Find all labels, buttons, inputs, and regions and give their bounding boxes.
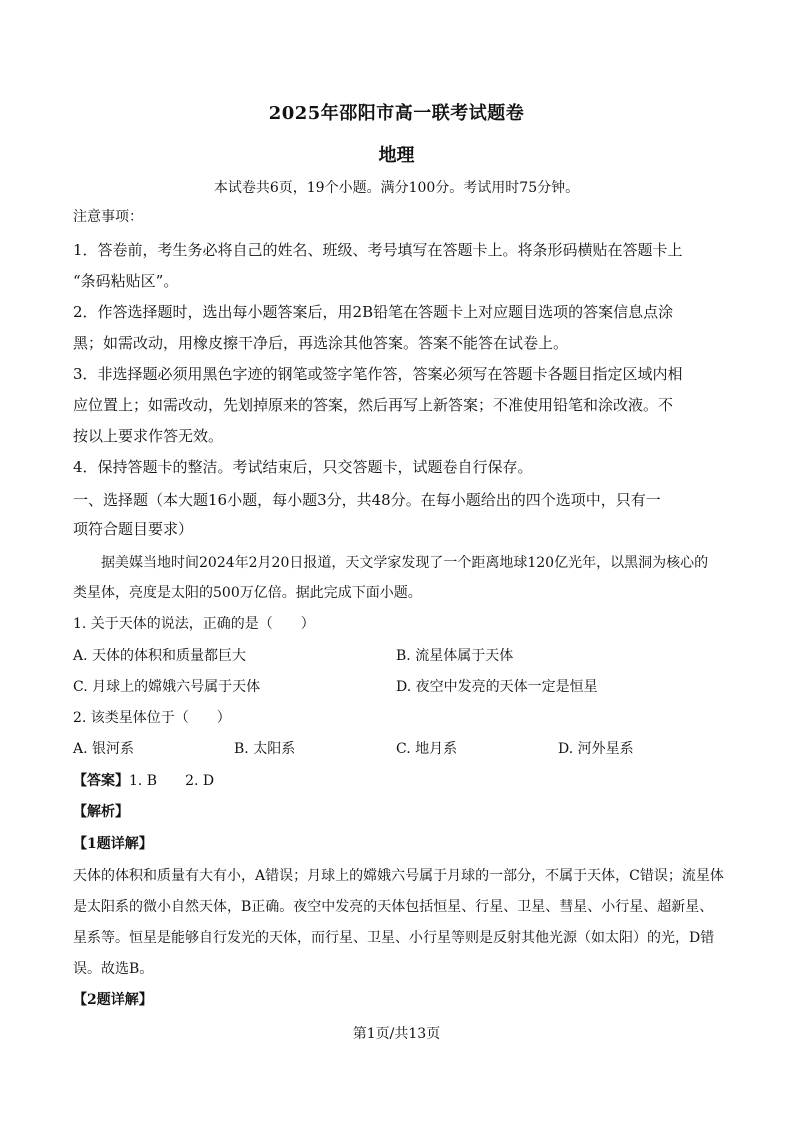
page-footer: 第1页/共13页: [352, 1026, 441, 1042]
notice-item-2-line-2: 黑；如需改动，用橡皮擦干净后，再选涂其他答案。答案不能答在试卷上。: [73, 334, 569, 352]
passage-line-2: 类星体，亮度是太阳的500万亿倍。据此完成下面小题。: [73, 585, 422, 601]
question-2-option-a: A. 银河系: [73, 741, 135, 757]
question-2-option-b: B. 太阳系: [234, 741, 296, 757]
analysis-label: 【解析】: [73, 804, 129, 820]
notice-item-3-line-1: 3．非选择题必须用黑色字迹的钢笔或签字笔作答，答案必须写在答题卡各题目指定区域内相: [73, 365, 683, 383]
exam-title: 2025年邵阳市高一联考试题卷: [268, 103, 525, 124]
notice-item-4: 4．保持答题卡的整洁。考试结束后，只交答题卡，试题卷自行保存。: [73, 458, 533, 476]
answer-value: 1. B 2. D: [129, 773, 215, 789]
section-heading-line-2: 项符合题目要求）: [73, 520, 194, 538]
notice-item-1-line-1: 1．答卷前，考生务必将自己的姓名、班级、考号填写在答题卡上。将条形码横贴在答题卡上: [73, 241, 683, 259]
answer-line: [73, 771, 214, 791]
question-1-option-a: A. 天体的体积和质量都巨大: [73, 648, 247, 664]
question-2-option-c: C. 地月系: [396, 741, 458, 757]
detail-2-label: 【2题详解】: [73, 992, 153, 1008]
question-1-option-b: B. 流星体属于天体: [396, 648, 514, 664]
notice-item-1-line-2: “条码粘贴区”。: [73, 272, 179, 290]
notice-heading: 注意事项：: [73, 209, 143, 225]
exam-subject: 地理: [378, 145, 415, 166]
answer-label: 【答案】: [73, 773, 129, 789]
detail-1-line-2: 是太阳系的微小自然天体，B正确。夜空中发亮的天体包括恒星、行星、卫星、彗星、小行星、超新星、: [73, 899, 714, 915]
question-1-option-c: C. 月球上的嫦娥六号属于天体: [73, 679, 261, 695]
question-2-stem: 2. 该类星体位于（ ）: [73, 710, 231, 726]
detail-1-line-3: 星系等。恒星是能够自行发光的天体，而行星、卫星、小行星等则是反射其他光源（如太阳）的光，D错: [73, 930, 715, 946]
exam-info: 本试卷共6页，19个小题。满分100分。考试用时75分钟。: [213, 180, 580, 196]
notice-item-3-line-2: 应位置上；如需改动，先划掉原来的答案，然后再写上新答案；不准使用铅笔和涂改液。不: [73, 396, 674, 414]
question-1-option-d: D. 夜空中发亮的天体一定是恒星: [396, 679, 598, 695]
passage-line-1: 据美媒当地时间2024年2月20日报道，天文学家发现了一个距离地球120亿光年，以黑洞为核心的: [101, 555, 709, 571]
detail-1-label: 【1题详解】: [73, 836, 153, 852]
section-heading-line-1: 一、选择题（本大题16小题，每小题3分，共48分。在每小题给出的四个选项中，只有一: [73, 491, 661, 509]
detail-1-line-1: 天体的体积和质量有大有小，A错误；月球上的嫦娥六号属于月球的一部分，不属于天体，C错误；流星体: [73, 868, 724, 884]
notice-item-3-line-3: 按以上要求作答无效。: [73, 427, 224, 445]
notice-item-2-line-1: 2．作答选择题时，选出每小题答案后，用2B铅笔在答题卡上对应题目选项的答案信息点涂: [73, 303, 674, 321]
question-2-option-d: D. 河外星系: [558, 741, 634, 757]
question-1-stem: 1. 关于天体的说法，正确的是（ ）: [73, 616, 315, 632]
detail-1-line-4: 误。故选B。: [73, 961, 154, 977]
